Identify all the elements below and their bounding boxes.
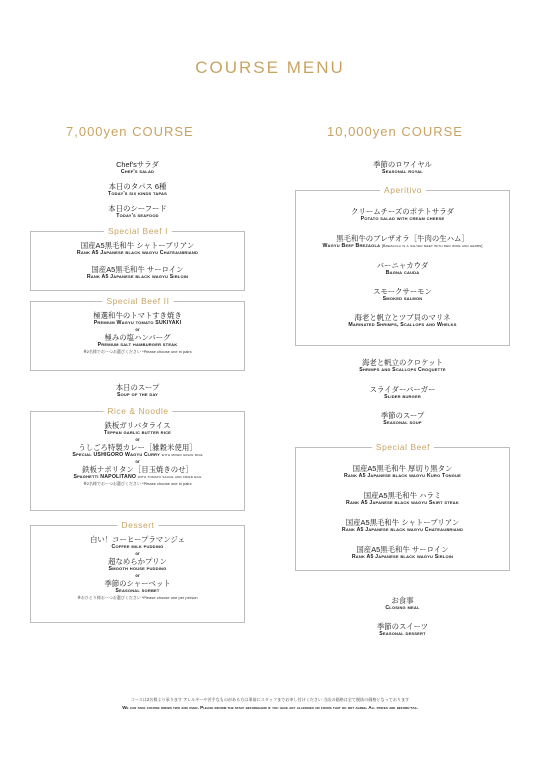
item-en: Chef's salad — [120, 169, 155, 175]
item-en: Premium Wagyu tomato SUKIYAKI — [93, 320, 182, 326]
item-ja: バーニャカウダ — [376, 261, 429, 270]
item-en-small: with tomato sauce and fried egg — [137, 475, 202, 479]
item-en: Teppan garlic butter rice — [103, 430, 172, 436]
item-ja: クリームチーズのポテトサラダ — [351, 207, 454, 216]
or-separator: or — [135, 327, 140, 332]
item-en: Shrimps and Scallops Croquette — [359, 367, 446, 373]
menu-item — [30, 383, 245, 399]
item-ja: 季節のロワイヤル — [373, 160, 432, 169]
menu-item — [31, 535, 244, 601]
footer-note-en: We can take course order two and over. Please inform the staff beforehand if you have any allergies or foods that do not agree. All prices are before-tax. — [122, 705, 418, 710]
menu-item — [296, 464, 509, 480]
item-ja: 極みの塩ハンバーグ — [104, 333, 171, 342]
menu-item — [296, 545, 509, 561]
item-en: Smoked salmon — [382, 296, 423, 302]
menu-item — [296, 234, 509, 250]
item-ja: 極選和牛のトマトすき焼き — [93, 311, 182, 320]
item-en: Potato salad with cream cheese — [360, 216, 445, 222]
item-en: Marinated Shrimps, Scallops and Whelks — [348, 322, 457, 328]
note: ※2名様でおーつお選びください *Please choose one in pairs — [83, 349, 192, 354]
section-label: Special Beef I — [104, 226, 172, 236]
item-en-main: Spaghetti NAPOLITANO — [73, 474, 137, 480]
item-ja: 鉄板ナポリタン［目玉焼きのせ］ — [82, 465, 193, 474]
or-separator: or — [135, 437, 140, 442]
item-en: Closing meal — [385, 605, 420, 611]
item-ja: お食事 — [391, 596, 414, 605]
item-en: Seasonal soup — [383, 420, 422, 426]
menu-item — [295, 411, 510, 427]
footer-note-ja: コースは2名様より承ります アレルギーや苦手なものがある方は事前にスタッフまでお申し付けください 当店の価格は全て税抜の価格となっております — [130, 697, 410, 702]
item-en-small: with mixed grain rice — [161, 453, 203, 457]
item-ja: スモークサーモン — [373, 287, 432, 296]
course-heading-10000: 10,000yen COURSE — [327, 124, 463, 139]
item-ja: Chef'sサラダ — [116, 160, 159, 169]
menu-item — [296, 287, 509, 303]
menu-item — [295, 358, 510, 374]
dessert-box — [30, 520, 245, 623]
item-ja: 海老と帆立とツブ貝のマリネ — [354, 313, 451, 322]
item-en: Rank A5 Japanese black wagyu Kuro Tongue — [343, 473, 461, 479]
item-en: Today's seafood — [116, 213, 159, 219]
menu-item — [31, 421, 244, 487]
item-en-main: Special USHIGORO Wagyu Curry — [72, 452, 160, 458]
section-label: Rice & Noodle — [103, 406, 172, 416]
item-en-small: [Brezaola is a salted meet with red wine and herbs] — [381, 244, 483, 248]
item-ja: 鉄板ガリバタライス — [104, 421, 171, 430]
item-en: Seasonal sorbet — [115, 588, 160, 594]
note: ※おひとり様おーつお選びください *Please choose one per person — [77, 595, 198, 600]
page-title: COURSE MENU — [195, 58, 345, 77]
item-en: Seasonal royal — [382, 169, 423, 175]
item-en: Rank A5 Japanese black wagyu Skirt steak — [346, 500, 459, 506]
item-ja: うしごろ特製カレー［雑穀米使用］ — [78, 443, 197, 452]
menu-item — [296, 261, 509, 277]
section-label: Special Beef II — [102, 296, 173, 306]
course-heading-7000: 7,000yen COURSE — [66, 124, 194, 139]
item-en: Rank A5 Japanese black wagyu Chateaubriand — [76, 250, 199, 256]
item-ja: 本日のスープ — [115, 383, 160, 392]
section-label: Aperitivo — [380, 185, 426, 195]
section-label: Special Beef — [372, 442, 434, 452]
or-separator: or — [135, 573, 140, 578]
item-ja: 国産A5黒毛和牛 ハラミ — [363, 491, 442, 500]
item-en: Rank A5 Japanese black wagyu Chateaubriand — [341, 527, 464, 533]
item-ja: スライダーバーガー — [369, 385, 436, 394]
special-beef-1-box — [30, 226, 245, 291]
item-ja: 国産A5黒毛和牛 サーロイン — [356, 545, 449, 554]
menu-item — [30, 204, 245, 220]
menu-item — [295, 385, 510, 401]
item-ja: 国産A5黒毛和牛 シャトーブリアン — [80, 241, 195, 250]
menu-item — [30, 182, 245, 198]
item-en-main: Wagyu Beef Brezaola — [322, 243, 381, 249]
menu-item — [31, 311, 244, 355]
item-en — [296, 243, 509, 250]
special-beef-2-box — [30, 296, 245, 371]
item-ja: 季節のスープ — [380, 411, 425, 420]
menu-item — [295, 596, 510, 612]
item-ja: 海老と帆立のクロケット — [362, 358, 443, 367]
item-en: Slider burger — [384, 394, 421, 400]
item-en: Seasonal dessert — [379, 631, 426, 637]
item-en — [31, 452, 244, 459]
menu-item — [295, 160, 510, 176]
item-en: Bagna cauda — [385, 270, 420, 276]
item-ja: 本日のシーフード — [108, 204, 167, 213]
item-en: Soup of the day — [116, 392, 159, 398]
item-ja: 季節のシャーベット — [104, 579, 171, 588]
section-label: Dessert — [117, 520, 158, 530]
note: ※2名様でおーつお選びください *Please choose one in pairs — [83, 481, 192, 486]
menu-item — [31, 265, 244, 281]
menu-item — [30, 160, 245, 176]
aperitivo-box — [295, 185, 510, 346]
item-en: Rank A5 Japanese black wagyu Sirloin — [351, 554, 454, 560]
item-ja: 本日のタパス 6種 — [108, 182, 167, 191]
item-ja: 国産A5黒毛和牛 シャトーブリアン — [345, 518, 460, 527]
menu-item — [296, 491, 509, 507]
item-ja: 白い！コーヒープラマンジェ — [89, 535, 186, 544]
special-beef-box — [295, 442, 510, 571]
item-ja: 黒毛和牛のブレザオラ［牛肉の生ハム］ — [336, 234, 469, 243]
item-ja: 季節のスイーツ — [376, 622, 429, 631]
menu-item — [31, 241, 244, 257]
item-ja: 国産A5黒毛和牛 厚切り黒タン — [352, 464, 453, 473]
item-en: Coffee milk pudding — [111, 544, 164, 550]
menu-item — [296, 313, 509, 329]
menu-item — [295, 622, 510, 638]
item-ja: 超なめらかプリン — [108, 557, 167, 566]
item-en — [31, 474, 244, 481]
item-en: Rank A5 Japanese black wagyu Sirloin — [86, 274, 189, 280]
rice-noodle-box — [30, 406, 245, 511]
or-separator: or — [135, 459, 140, 464]
menu-item — [296, 207, 509, 223]
item-ja: 国産A5黒毛和牛 サーロイン — [91, 265, 184, 274]
item-en: Premium salt hamburger steak — [97, 342, 178, 348]
item-en: Today's six kinds tapas — [107, 191, 168, 197]
item-en: Smooth house pudding — [108, 566, 167, 572]
menu-item — [296, 518, 509, 534]
or-separator: or — [135, 551, 140, 556]
